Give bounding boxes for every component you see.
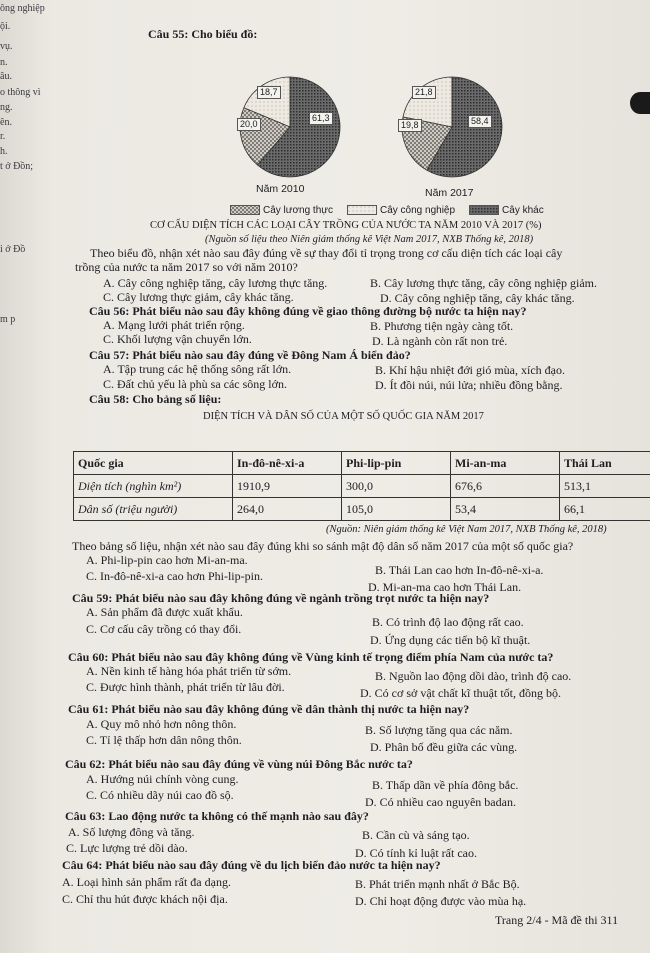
q60-option-d: D. Có cơ sở vật chất kĩ thuật tốt, đồng bộ.	[360, 686, 561, 700]
question-58: Câu 58: Cho bảng số liệu:	[89, 392, 222, 406]
q64-option-c: C. Chỉ thu hút được khách nội địa.	[62, 892, 228, 906]
q63-option-d: D. Có tính kỉ luật rất cao.	[355, 846, 477, 860]
q63-option-b: B. Cần cù và sáng tạo.	[362, 828, 470, 842]
chart-source: (Nguồn số liệu theo Niên giám thống kê Việt Nam 2017, NXB Thống kê, 2018)	[205, 234, 534, 245]
question-55-title: Câu 55: Cho biểu đồ:	[148, 27, 258, 41]
q63-option-a: A. Số lượng đông và tăng.	[68, 825, 195, 839]
q55-prompt-line1: Theo biểu đồ, nhận xét nào sau đây đúng về sự thay đổi tỉ trọng trong cơ cấu diện tích các loại cây	[90, 246, 563, 260]
q62-option-c: C. Có nhiều dãy núi cao đồ sộ.	[86, 788, 234, 802]
table-cell: 66,1	[560, 498, 650, 521]
margin-line: ng.	[0, 102, 13, 113]
page-footer: Trang 2/4 - Mã đề thi 311	[495, 913, 619, 927]
data-label-2017-cay-khac: 58,4	[468, 115, 492, 128]
margin-line: r.	[0, 131, 6, 142]
data-label-2010-cay-cong-nghiep: 18,7	[257, 86, 281, 99]
margin-line: vụ.	[0, 41, 13, 52]
chart-legend	[230, 205, 544, 216]
table-cell: Diện tích (nghìn km²)	[74, 475, 233, 498]
q62-option-d: D. Có nhiều cao nguyên badan.	[365, 795, 516, 809]
q58-option-b: B. Thái Lan cao hơn In-đô-nê-xi-a.	[375, 563, 544, 577]
q59-option-d: D. Ứng dụng các tiến bộ kĩ thuật.	[370, 633, 531, 647]
q60-option-c: C. Được hình thành, phát triển từ lâu đời.	[86, 680, 285, 694]
q55-option-a: A. Cây công nghiệp tăng, cây lương thực tăng.	[103, 276, 328, 290]
q59-option-a: A. Sản phẩm đã được xuất khẩu.	[86, 605, 243, 619]
margin-line: i ở Đồ	[0, 244, 26, 255]
q58-option-c: C. In-đô-nê-xi-a cao hơn Phi-lip-pin.	[86, 569, 263, 583]
q55-option-c: C. Cây lương thực giảm, cây khác tăng.	[103, 290, 294, 304]
q58-prompt: Theo bảng số liệu, nhận xét nào sau đây đúng khi so sánh mật độ dân số năm 2017 của một số quốc gia?	[72, 539, 574, 553]
table-title: DIỆN TÍCH VÀ DÂN SỐ CỦA MỘT SỐ QUỐC GIA NĂM 2017	[203, 411, 484, 422]
margin-line: ông nghiệp	[0, 3, 45, 14]
table-cell: 53,4	[451, 498, 560, 521]
q61-option-c: C. Tỉ lệ thấp hơn dân nông thôn.	[86, 733, 242, 747]
q55-option-d: D. Cây công nghiệp tăng, cây khác tăng.	[380, 291, 575, 305]
question-60: Câu 60: Phát biểu nào sau đây không đúng về Vùng kinh tế trọng điểm phía Nam của nước ta?	[68, 650, 554, 664]
margin-line: o thông vì	[0, 87, 41, 98]
q59-option-b: B. Có trình độ lao động rất cao.	[372, 615, 524, 629]
q56-text: Câu 56: Phát biểu nào sau đây không đúng về giao thông đường bộ nước ta hiện nay?	[89, 304, 527, 318]
q60-option-a: A. Nền kinh tế hàng hóa phát triển từ sớm.	[86, 664, 292, 678]
legend-item-cay-cong-nghiep	[347, 205, 455, 216]
q62-option-b: B. Thấp dần về phía đông bắc.	[372, 778, 519, 792]
q58-option-d: D. Mi-an-ma cao hơn Thái Lan.	[368, 580, 522, 594]
q63-option-c: C. Lực lượng trẻ dồi dào.	[66, 841, 188, 855]
data-table	[73, 451, 650, 521]
q59-option-c: C. Cơ cấu cây trồng có thay đổi.	[86, 622, 242, 636]
table-header-cell: Phi-lip-pin	[342, 452, 451, 475]
question-59: Câu 59: Phát biểu nào sau đây không đúng về ngành trồng trọt nước ta hiện nay?	[72, 591, 490, 605]
margin-line: t ở Đồn;	[0, 161, 34, 172]
table-cell: 1910,9	[233, 475, 342, 498]
table-cell: Dân số (triệu người)	[74, 498, 233, 521]
q56-option-a: A. Mạng lưới phát triển rộng.	[103, 318, 245, 332]
q61-option-d: D. Phân bố đều giữa các vùng.	[370, 740, 518, 754]
table-cell: 676,6	[451, 475, 560, 498]
table-source: (Nguồn: Niên giám thống kê Việt Nam 2017, NXB Thống kê, 2018)	[326, 524, 607, 535]
q60-option-b: B. Nguồn lao động dồi dào, trình độ cao.	[375, 669, 572, 683]
table-header-cell: Mi-an-ma	[451, 452, 560, 475]
q58-option-a: A. Phi-lip-pin cao hơn Mi-an-ma.	[86, 553, 248, 567]
binder-clip-shadow	[630, 92, 650, 114]
legend-item-cay-luong-thuc	[230, 205, 333, 216]
data-label-2017-cay-cong-nghiep: 21,8	[412, 86, 436, 99]
legend-label: Cây công nghiệp	[379, 205, 456, 216]
data-label-2010-cay-khac: 61,3	[309, 112, 333, 125]
question-56	[89, 304, 526, 318]
legend-item-cay-khac	[469, 205, 544, 216]
q56-option-c: C. Khối lượng vận chuyển lớn.	[103, 332, 252, 346]
question-57: Câu 57: Phát biểu nào sau đây đúng về Đông Nam Á biển đảo?	[89, 348, 411, 362]
question-63: Câu 63: Lao động nước ta không có thế mạnh nào sau đây?	[65, 809, 369, 823]
legend-label: Cây lương thực	[263, 205, 333, 216]
data-label-2017-cay-luong-thuc: 19,8	[398, 119, 422, 132]
q64-option-b: B. Phát triển mạnh nhất ở Bắc Bộ.	[355, 877, 520, 891]
table-cell: 513,1	[560, 475, 650, 498]
q55-prompt-line2: trồng của nước ta năm 2017 so với năm 2010?	[75, 260, 298, 274]
q56-option-d: D. Là ngành còn rất non trẻ.	[372, 334, 508, 348]
margin-line: ội.	[0, 21, 11, 32]
data-label-2010-cay-luong-thuc: 20,0	[237, 118, 261, 131]
table-cell: 300,0	[342, 475, 451, 498]
margin-line: h.	[0, 146, 8, 157]
table-header-cell: In-đô-nê-xi-a	[233, 452, 342, 475]
q64-option-d: D. Chỉ hoạt động được vào mùa hạ.	[355, 894, 527, 908]
margin-line: ên.	[0, 117, 12, 128]
q57-option-d: D. Ít đồi núi, núi lửa; nhiều đồng bằng.	[375, 378, 563, 392]
table-cell: 105,0	[342, 498, 451, 521]
table-header-cell: Quốc gia	[74, 452, 233, 475]
margin-line: âu.	[0, 71, 12, 82]
pie-title-2010: Năm 2010	[256, 183, 305, 195]
table-header-row	[74, 452, 650, 475]
table-row	[74, 498, 650, 521]
pie-title-2017: Năm 2017	[425, 187, 474, 199]
table-row	[74, 475, 650, 498]
question-64: Câu 64: Phát biểu nào sau đây đúng về du lịch biển đảo nước ta hiện nay?	[62, 858, 441, 872]
q62-option-a: A. Hướng núi chính vòng cung.	[86, 772, 239, 786]
question-62: Câu 62: Phát biểu nào sau đây đúng về vùng núi Đông Bắc nước ta?	[65, 757, 413, 771]
q55-option-b: B. Cây lương thực tăng, cây công nghiệp giảm.	[370, 276, 597, 290]
margin-line: m p	[0, 314, 16, 325]
q57-option-a: A. Tập trung các hệ thống sông rất lớn.	[103, 362, 292, 376]
legend-label: Cây khác	[502, 205, 544, 216]
margin-line: n.	[0, 57, 8, 68]
q61-option-b: B. Số lượng tăng qua các năm.	[365, 723, 513, 737]
table-header-cell: Thái Lan	[560, 452, 650, 475]
question-61: Câu 61: Phát biểu nào sau đây không đúng về dân thành thị nước ta hiện nay?	[68, 702, 470, 716]
chart-caption: CƠ CẤU DIỆN TÍCH CÁC LOẠI CÂY TRỒNG CỦA NƯỚC TA NĂM 2010 VÀ 2017 (%)	[150, 220, 542, 231]
q57-option-c: C. Đất chủ yếu là phù sa các sông lớn.	[103, 377, 287, 391]
q56-option-b: B. Phương tiện ngày càng tốt.	[370, 319, 514, 333]
q64-option-a: A. Loại hình sản phẩm rất đa dạng.	[62, 875, 231, 889]
q57-option-b: B. Khí hậu nhiệt đới gió mùa, xích đạo.	[375, 363, 565, 377]
table-cell: 264,0	[233, 498, 342, 521]
q61-option-a: A. Quy mô nhỏ hơn nông thôn.	[86, 717, 237, 731]
